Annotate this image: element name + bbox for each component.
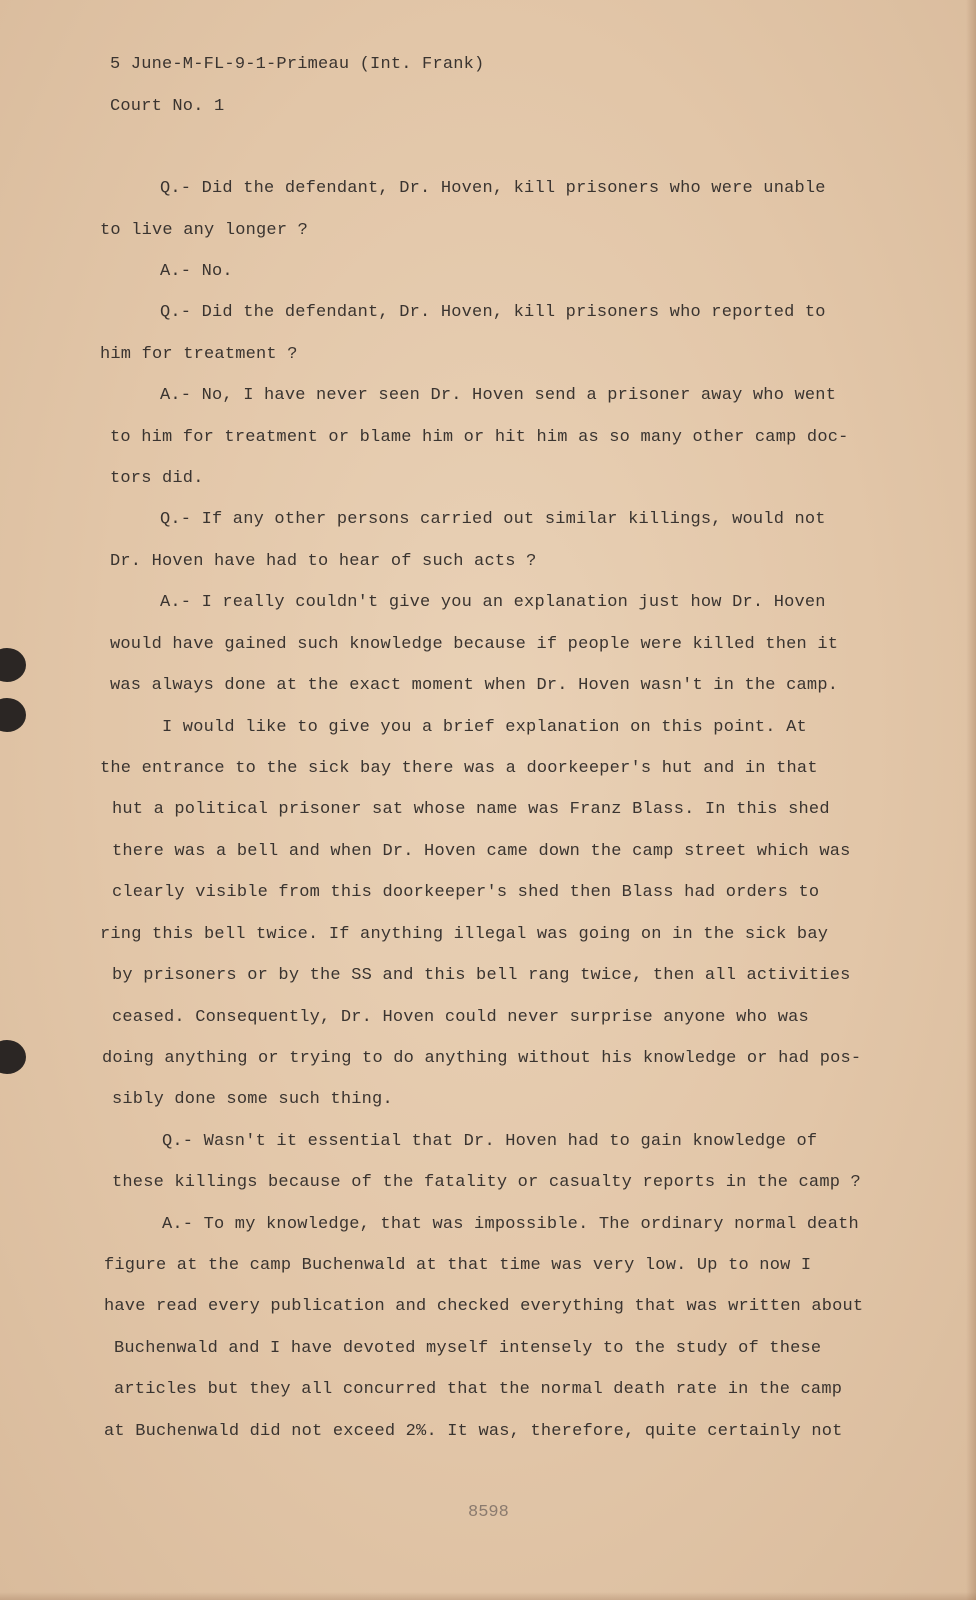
text-line: the entrance to the sick bay there was a doorkeeper's hut and in that: [100, 759, 818, 778]
text-line: him for treatment ?: [100, 345, 298, 364]
text-line: I would like to give you a brief explanation on this point. At: [162, 718, 807, 737]
text-line: A.- I really couldn't give you an explanation just how Dr. Hoven: [160, 593, 826, 612]
court-number: Court No. 1: [110, 97, 225, 116]
text-line: clearly visible from this doorkeeper's shed then Blass had orders to: [112, 883, 820, 902]
text-line: A.- No.: [160, 262, 233, 281]
text-line: hut a political prisoner sat whose name was Franz Blass. In this shed: [112, 800, 830, 819]
text-line: ceased. Consequently, Dr. Hoven could never surprise anyone who was: [112, 1008, 809, 1027]
text-line: there was a bell and when Dr. Hoven came down the camp street which was: [112, 842, 851, 861]
text-line: Q.- If any other persons carried out similar killings, would not: [160, 510, 826, 529]
text-line: articles but they all concurred that the normal death rate in the camp: [114, 1380, 843, 1399]
text-line: to him for treatment or blame him or hit him as so many other camp doc-: [110, 428, 849, 447]
punch-hole: [0, 1040, 26, 1074]
text-line: tors did.: [110, 469, 204, 488]
punch-hole: [0, 698, 26, 732]
text-line: Buchenwald and I have devoted myself intensely to the study of these: [114, 1339, 822, 1358]
text-line: have read every publication and checked everything that was written about: [104, 1297, 864, 1316]
text-line: by prisoners or by the SS and this bell rang twice, then all activities: [112, 966, 851, 985]
text-line: figure at the camp Buchenwald at that time was very low. Up to now I: [104, 1256, 812, 1275]
text-line: Q.- Did the defendant, Dr. Hoven, kill prisoners who were unable: [160, 179, 826, 198]
text-line: at Buchenwald did not exceed 2%. It was, therefore, quite certainly not: [104, 1422, 843, 1441]
page-bottom-shadow: [0, 1592, 976, 1600]
text-line: to live any longer ?: [100, 221, 309, 240]
text-line: ring this bell twice. If anything illegal was going on in the sick bay: [100, 925, 829, 944]
text-line: was always done at the exact moment when Dr. Hoven wasn't in the camp.: [110, 676, 839, 695]
page-number: 8598: [468, 1503, 509, 1522]
text-line: A.- To my knowledge, that was impossible. The ordinary normal death: [162, 1215, 859, 1234]
text-line: doing anything or trying to do anything without his knowledge or had pos-: [102, 1049, 862, 1068]
punch-hole: [0, 648, 26, 682]
text-line: these killings because of the fatality or casualty reports in the camp ?: [112, 1173, 861, 1192]
header-reference: 5 June-M-FL-9-1-Primeau (Int. Frank): [110, 55, 485, 74]
text-line: sibly done some such thing.: [112, 1090, 393, 1109]
text-line: Q.- Did the defendant, Dr. Hoven, kill prisoners who reported to: [160, 303, 826, 322]
text-line: Dr. Hoven have had to hear of such acts ?: [110, 552, 537, 571]
page-edge-shadow: [966, 0, 976, 1600]
text-line: A.- No, I have never seen Dr. Hoven send a prisoner away who went: [160, 386, 837, 405]
text-line: would have gained such knowledge because if people were killed then it: [110, 635, 839, 654]
text-line: Q.- Wasn't it essential that Dr. Hoven had to gain knowledge of: [162, 1132, 818, 1151]
